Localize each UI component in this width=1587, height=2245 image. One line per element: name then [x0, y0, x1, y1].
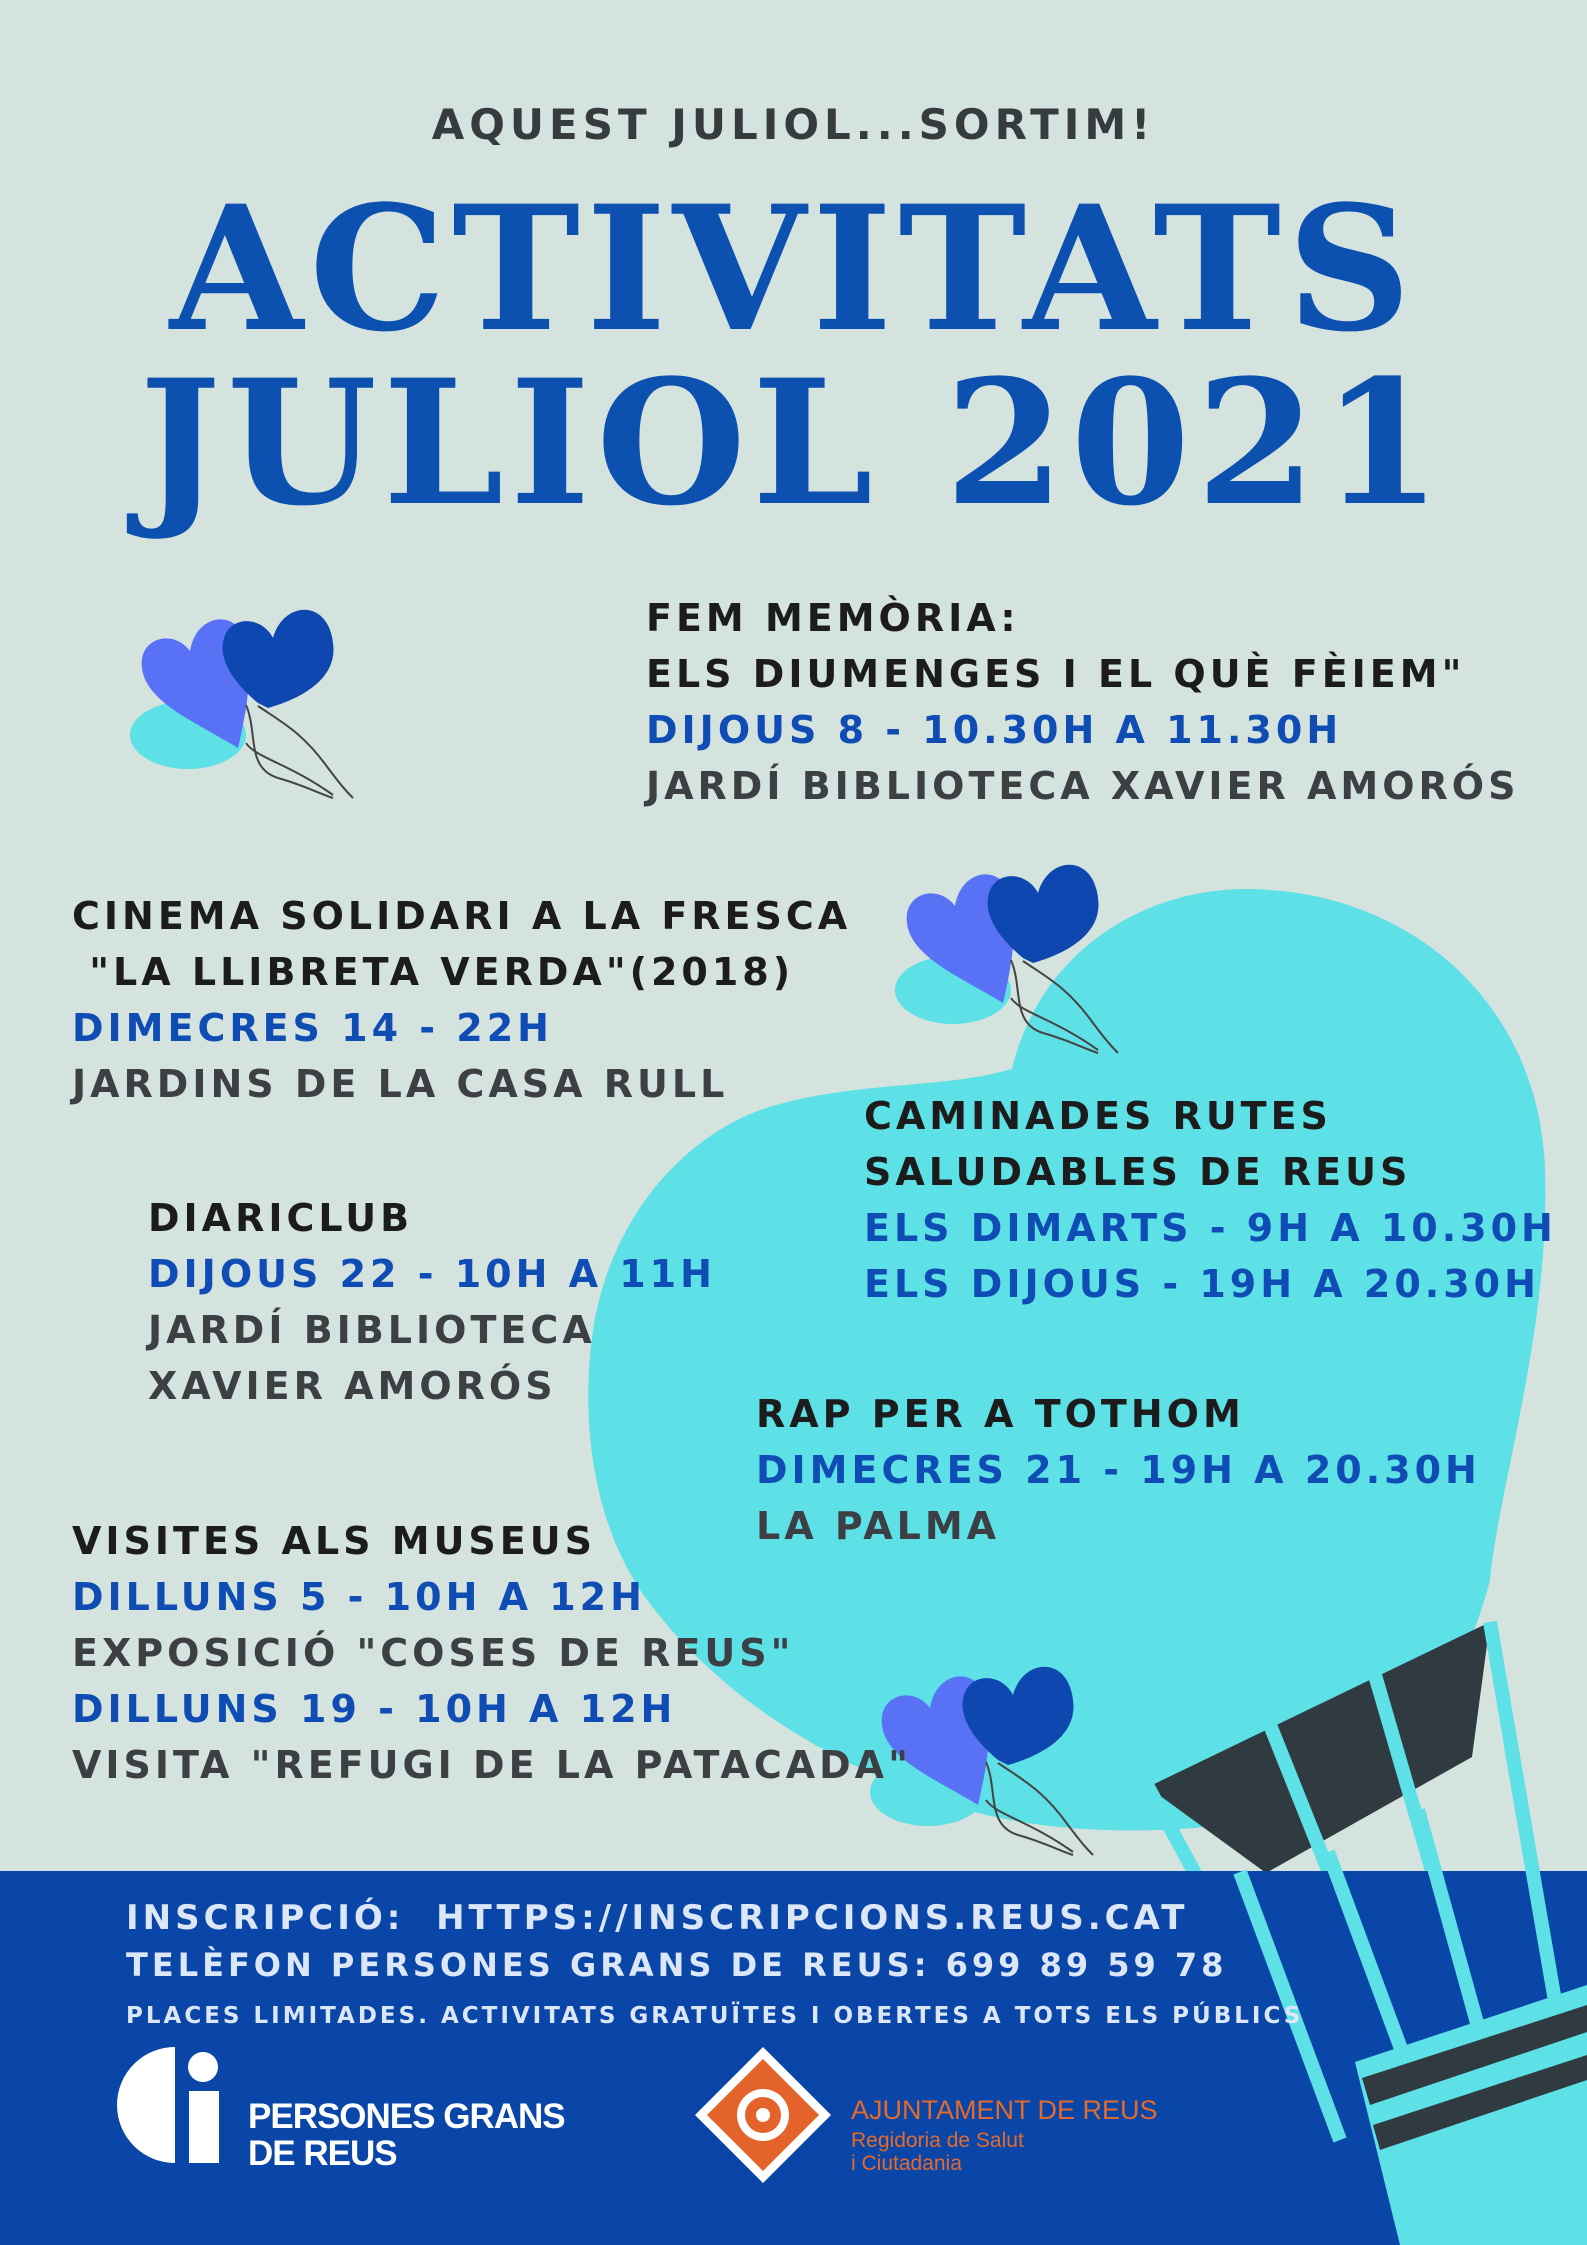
heart-balloons-icon [893, 838, 1143, 1058]
activity-place: VISITA "REFUGI DE LA PATACADA" [72, 1743, 912, 1787]
persones-grans-logo-icon [115, 2045, 235, 2165]
activity-title: SALUDABLES DE REUS [864, 1150, 1412, 1194]
phone-info: TELÈFON PERSONES GRANS DE REUS: 699 89 59 78 [126, 1946, 1228, 1984]
activity-fem-memoria [646, 590, 1519, 814]
activity-title: DIARICLUB [148, 1196, 414, 1240]
activity-title: CINEMA SOLIDARI A LA FRESCA [72, 894, 852, 938]
activity-cinema-solidari [72, 888, 851, 1112]
title-line-2: JULIOL 2021 [139, 341, 1448, 544]
activity-title: ELS DIUMENGES I EL QUÈ FÈIEM" [646, 652, 1466, 696]
ajuntament-logo-subtitle: Regidoria de Salut i Ciutadania [851, 2129, 1024, 2175]
activity-schedule: ELS DIJOUS - 19H A 20.30H [864, 1262, 1540, 1306]
activity-diariclub [148, 1190, 716, 1414]
heart-balloons-icon [128, 583, 378, 803]
activity-title: FEM MEMÒRIA: [646, 596, 1020, 640]
activity-title: VISITES ALS MUSEUS [72, 1519, 596, 1563]
activity-visites-museus [72, 1513, 912, 1793]
ajuntament-logo-name: AJUNTAMENT DE REUS [851, 2095, 1158, 2125]
activity-schedule: DIJOUS 22 - 10H A 11H [148, 1252, 716, 1296]
activity-place: LA PALMA [756, 1504, 1001, 1548]
tagline: AQUEST JULIOL...SORTIM! [431, 100, 1156, 149]
activity-place: EXPOSICIÓ "COSES DE REUS" [72, 1631, 795, 1675]
activity-schedule: DILLUNS 5 - 10H A 12H [72, 1575, 646, 1619]
activity-schedule: DILLUNS 19 - 10H A 12H [72, 1687, 677, 1731]
activity-schedule: ELS DIMARTS - 9H A 10.30H [864, 1206, 1557, 1250]
activity-place: JARDÍ BIBLIOTECA [148, 1308, 596, 1352]
activity-caminades [864, 1088, 1557, 1312]
activity-schedule: DIMECRES 14 - 22H [72, 1006, 553, 1050]
persones-grans-logo-text: PERSONES GRANS DE REUS [248, 2097, 565, 2173]
activity-schedule: DIJOUS 8 - 10.30H A 11.30H [646, 708, 1343, 752]
registration-link[interactable]: INSCRIPCIÓ: HTTPS://INSCRIPCIONS.REUS.CAT [126, 1898, 1189, 1938]
places-note: PLACES LIMITADES. ACTIVITATS GRATUÏTES I OBERTES A TOTS ELS PÚBLICS [126, 2003, 1304, 2029]
activity-place: JARDÍ BIBLIOTECA XAVIER AMORÓS [646, 764, 1520, 808]
activity-schedule: DIMECRES 21 - 19H A 20.30H [756, 1448, 1481, 1492]
activity-place: JARDINS DE LA CASA RULL [72, 1062, 729, 1106]
activity-place: XAVIER AMORÓS [148, 1364, 557, 1408]
title-line-1: ACTIVITATS [169, 167, 1418, 370]
activity-title: CAMINADES RUTES [864, 1094, 1332, 1138]
activity-title: RAP PER A TOTHOM [756, 1392, 1245, 1436]
ajuntament-reus-shield-icon [693, 2045, 833, 2185]
activity-title: "LA LLIBRETA VERDA"(2018) [72, 950, 795, 994]
page-title [0, 167, 1587, 544]
